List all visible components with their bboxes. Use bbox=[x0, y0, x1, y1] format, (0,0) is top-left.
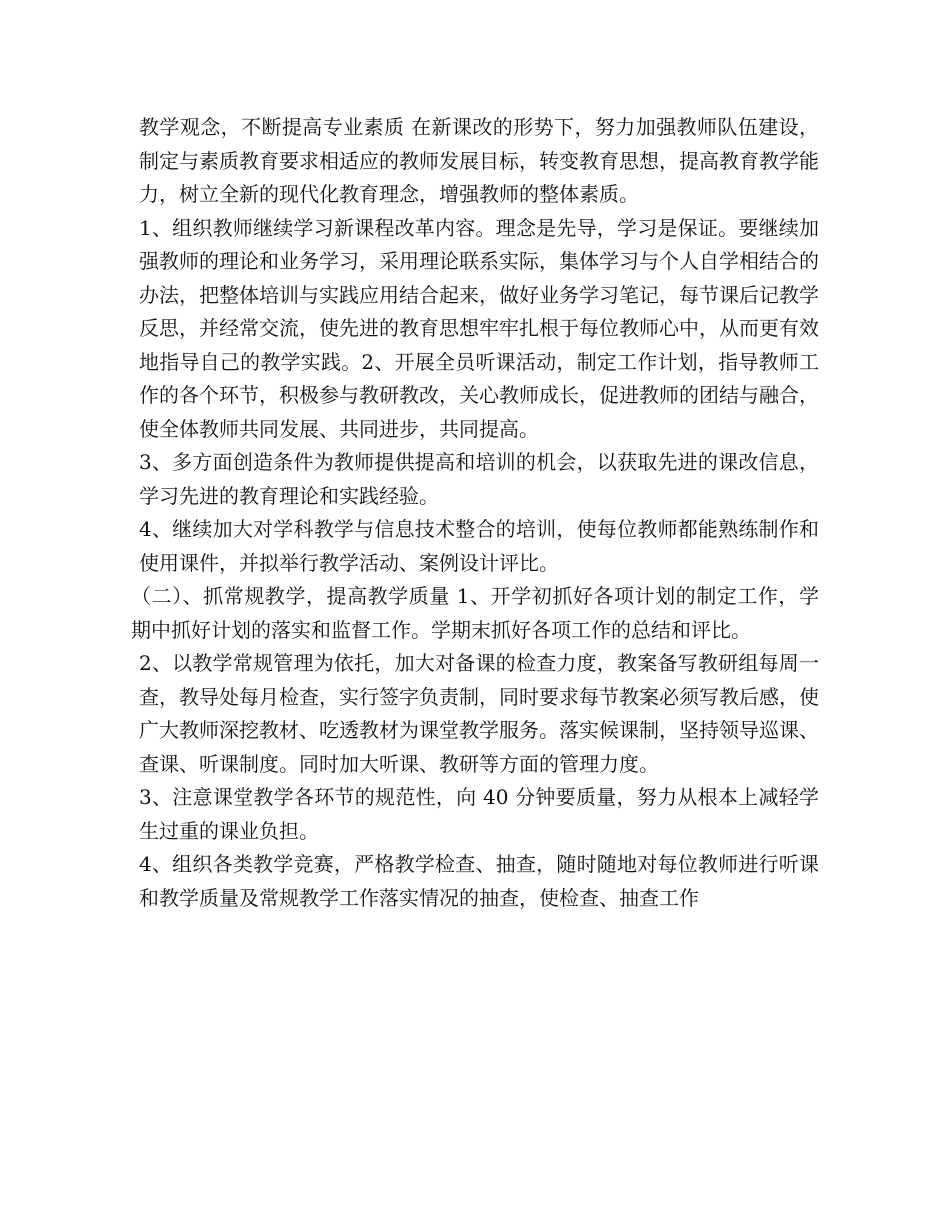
paragraph-item-2-lesson-prep: 2、以教学常规管理为依托，加大对备课的检查力度，教案备写教研组每周一查，教导处每月检查，实行签字负责制，同时要求每节教案必须写教后感，使广大教师深挖教材、吃透教材为课堂教学服务。落实候课制，坚持领导巡课、查课、听课制度。同时加大听课、教研等方面的管理力度。 bbox=[139, 651, 819, 776]
paragraph-item-4-it-integration: 4、继续加大对学科教学与信息技术整合的培训，使每位教师都能熟练制作和使用课件，并拟举行教学活动、案例设计评比。 bbox=[139, 517, 819, 575]
paragraph-item-4-competitions: 4、组织各类教学竞赛，严格教学检查、抽查，随时随地对每位教师进行听课和教学质量及常规教学工作落实情况的抽查，使检查、抽查工作 bbox=[139, 852, 819, 910]
paragraph-item-3-classroom: 3、注意课堂教学各环节的规范性，向 40 分钟要质量，努力从根本上减轻学生过重的课业负担。 bbox=[139, 785, 819, 843]
document-body bbox=[131, 111, 819, 915]
paragraph-item-1-study: 1、组织教师继续学习新课程改革内容。理念是先导，学习是保证。要继续加强教师的理论和业务学习，采用理论联系实际，集体学习与个人自学相结合的办法，把整体培训与实践应用结合起来，做好业务学习笔记，每节课后记教学反思，并经常交流，使先进的教育思想牢牢扎根于每位教师心中，从而更有效地指导自己的教学实践。2、开展全员听课活动，制定工作计划，指导教师工作的各个环节，积极参与教研教改，关心教师成长，促进教师的团结与融合，使全体教师共同发展、共同进步，共同提高。 bbox=[139, 215, 819, 441]
paragraph-item-3-opportunities: 3、多方面创造条件为教师提供提高和培训的机会，以获取先进的课改信息，学习先进的教育理论和实践经验。 bbox=[139, 450, 819, 508]
paragraph-section-2-routine-teaching: （二）、抓常规教学，提高教学质量 1、开学初抓好各项计划的制定工作，学期中抓好计划的落实和监督工作。学期末抓好各项工作的总结和评比。 bbox=[131, 584, 819, 642]
paragraph-teaching-concept: 教学观念，不断提高专业素质 在新课改的形势下，努力加强教师队伍建设，制定与素质教育要求相适应的教师发展目标，转变教育思想，提高教育教学能力，树立全新的现代化教育理念，增强教师的整体素质。 bbox=[139, 115, 819, 206]
